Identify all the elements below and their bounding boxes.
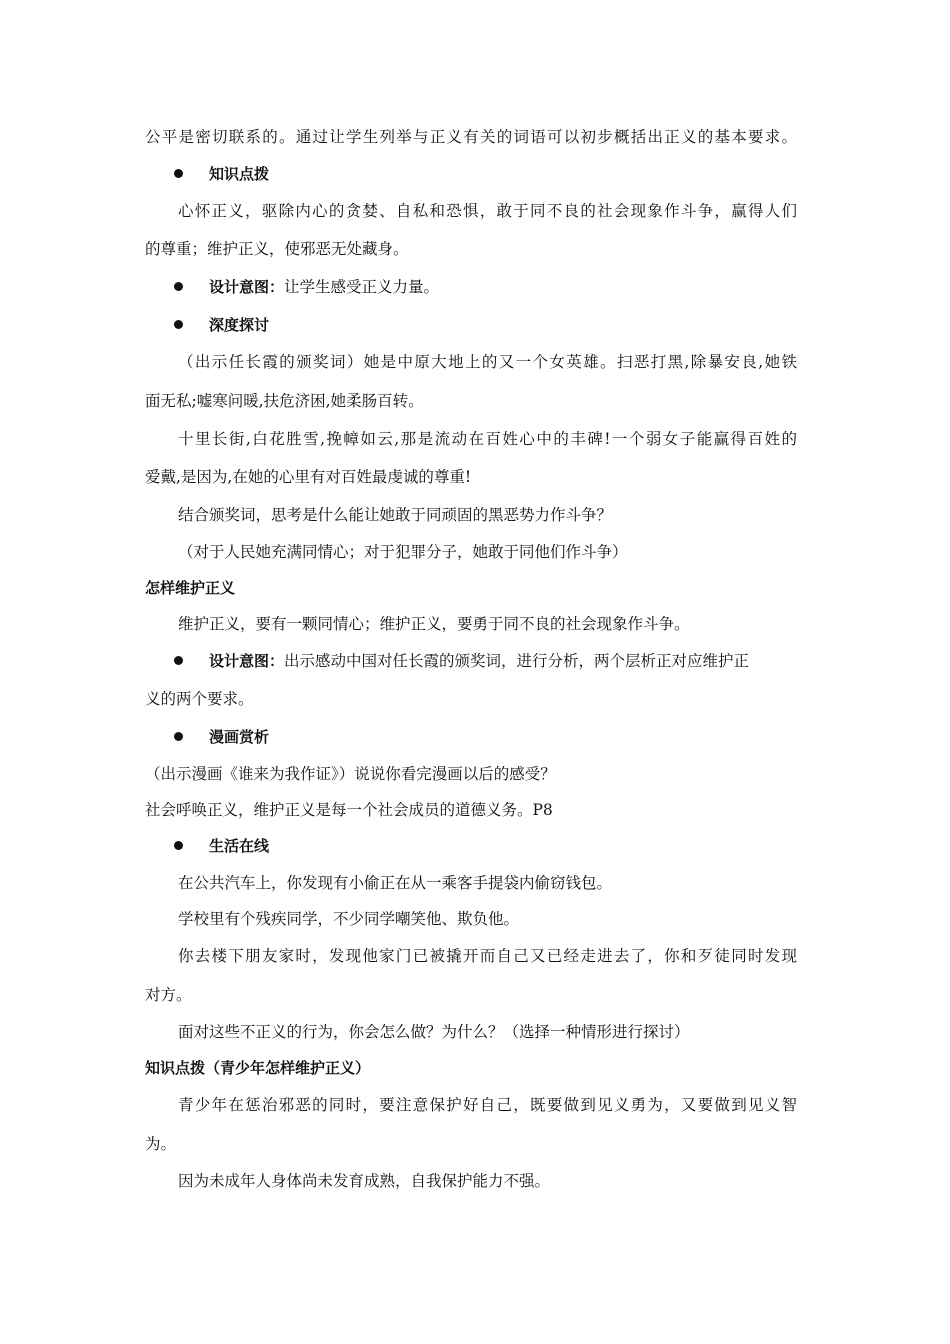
bullet-label: 深度探讨 bbox=[209, 316, 270, 334]
bullet-icon bbox=[174, 841, 183, 850]
bullet-item-design-intent bbox=[174, 651, 834, 671]
paragraph-line: 面对这些不正义的行为，你会怎么做？为什么？（选择一种情形进行探讨） bbox=[178, 1023, 690, 1041]
paragraph-line: 义的两个要求。 bbox=[145, 690, 254, 708]
paragraph-line: 对方。 bbox=[145, 986, 192, 1004]
bullet-icon bbox=[174, 282, 183, 291]
paragraph-line: 学校里有个残疾同学，不少同学嘲笑他、欺负他。 bbox=[178, 910, 520, 928]
bullet-item-deep-discussion bbox=[174, 315, 834, 335]
bullet-item-design-intent bbox=[174, 277, 834, 297]
paragraph-line: （出示漫画《谁来为我作证》）说说你看完漫画以后的感受？ bbox=[145, 765, 556, 783]
bullet-icon bbox=[174, 320, 183, 329]
bullet-item-comic-analysis bbox=[174, 727, 834, 747]
section-heading: 知识点拨（青少年怎样维护正义） bbox=[145, 1059, 371, 1077]
paragraph-line: 你去楼下朋友家时，发现他家门已被撬开而自己又已经走进去了，你和歹徒同时发现 bbox=[178, 947, 797, 965]
paragraph-line: 因为未成年人身体尚未发育成熟，自我保护能力不强。 bbox=[178, 1172, 551, 1190]
bullet-text: 出示感动中国对任长霞的颁奖词，进行分析，两个层析正对应维护正 bbox=[284, 652, 750, 670]
paragraph-line: 的尊重；维护正义，使邪恶无处藏身。 bbox=[145, 240, 409, 258]
paragraph-line: （对于人民她充满同情心；对于犯罪分子，她敢于同他们作斗争） bbox=[178, 543, 628, 561]
bullet-item-knowledge bbox=[174, 164, 834, 184]
bullet-text: 让学生感受正义力量。 bbox=[284, 278, 440, 296]
bullet-icon bbox=[174, 656, 183, 665]
paragraph-line: 维护正义，要有一颗同情心；维护正义，要勇于同不良的社会现象作斗争。 bbox=[178, 615, 690, 633]
bullet-label: 设计意图： bbox=[209, 278, 285, 296]
paragraph-line: 青少年在惩治邪恶的同时，要注意保护好自己，既要做到见义勇为，又要做到见义智 bbox=[178, 1096, 797, 1114]
paragraph-line: （出示任长霞的颁奖词）她是中原大地上的又一个女英雄。扫恶打黑,除暴安良,她铁 bbox=[178, 353, 797, 371]
paragraph-line: 十里长街,白花胜雪,挽幛如云,那是流动在百姓心中的丰碑!一个弱女子能赢得百姓的 bbox=[178, 430, 797, 448]
section-heading: 怎样维护正义 bbox=[145, 579, 236, 597]
bullet-icon bbox=[174, 732, 183, 741]
paragraph-line: 结合颁奖词，思考是什么能让她敢于同顽固的黑恶势力作斗争？ bbox=[178, 506, 613, 524]
paragraph-line: 在公共汽车上，你发现有小偷正在从一乘客手提袋内偷窃钱包。 bbox=[178, 874, 613, 892]
bullet-item-life-online bbox=[174, 836, 834, 856]
bullet-label: 知识点拨 bbox=[209, 165, 270, 183]
paragraph-line: 爱戴,是因为,在她的心里有对百姓最虔诚的尊重! bbox=[145, 468, 472, 486]
bullet-label: 生活在线 bbox=[209, 837, 270, 855]
paragraph-line: 公平是密切联系的。通过让学生列举与正义有关的词语可以初步概括出正义的基本要求。 bbox=[145, 128, 797, 146]
bullet-label: 漫画赏析 bbox=[209, 728, 270, 746]
bullet-icon bbox=[174, 169, 183, 178]
bullet-label: 设计意图： bbox=[209, 652, 285, 670]
paragraph-line: 社会呼唤正义，维护正义是每一个社会成员的道德义务。P8 bbox=[145, 801, 553, 819]
paragraph-line: 面无私;嘘寒问暖,扶危济困,她柔肠百转。 bbox=[145, 392, 424, 410]
paragraph-line: 为。 bbox=[145, 1135, 177, 1153]
paragraph-line: 心怀正义，驱除内心的贪婪、自私和恐惧，敢于同不良的社会现象作斗争，赢得人们 bbox=[178, 202, 797, 220]
